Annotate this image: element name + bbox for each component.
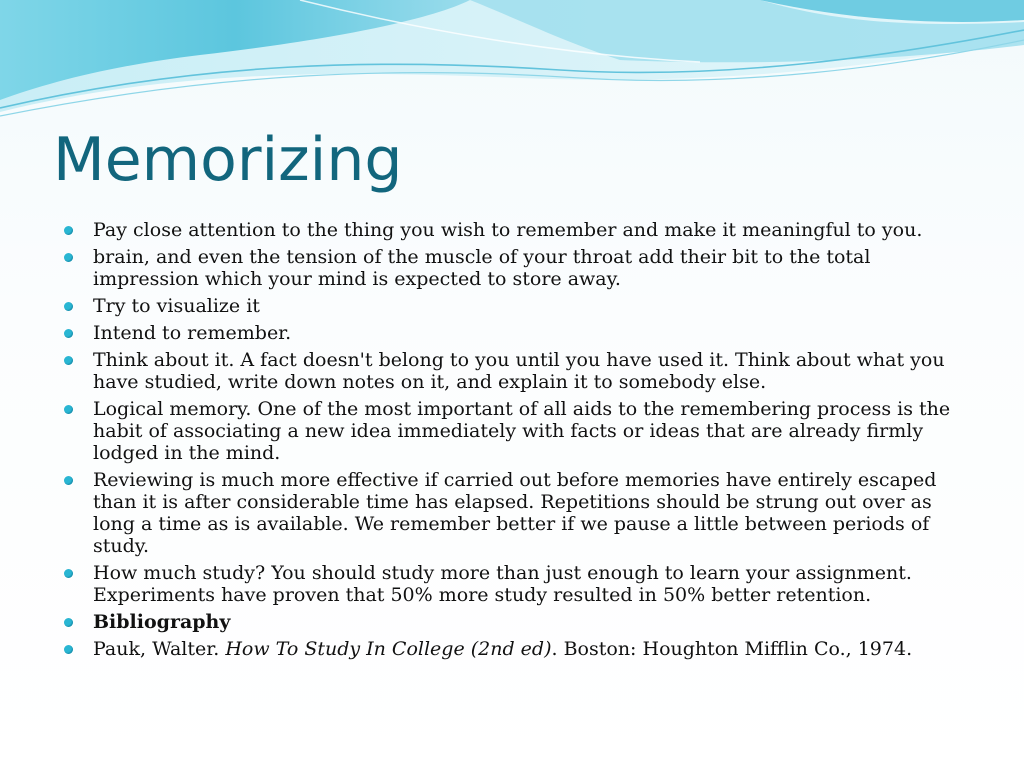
- bullet-dot-icon: [64, 253, 73, 262]
- list-item: [63, 349, 973, 393]
- list-item: [63, 246, 973, 290]
- header-wave-decoration: [0, 0, 1024, 130]
- bullet-dot-icon: [64, 356, 73, 365]
- bullet-text: Logical memory. One of the most important of all aids to the remembering process is the habit of associating a new idea immediately with facts or ideas that are already firmly lodged in the mind.: [93, 398, 951, 464]
- list-item: [63, 611, 973, 633]
- bullet-text: Think about it. A fact doesn't belong to you until you have used it. Think about what you have studied, write down notes on it, and explain it to somebody else.: [93, 349, 945, 393]
- bullet-text: Intend to remember.: [93, 322, 292, 344]
- bullet-dot-icon: [64, 329, 73, 338]
- list-item: [63, 398, 973, 464]
- list-item: [63, 219, 973, 241]
- bullet-text: Pay close attention to the thing you wish to remember and make it meaningful to you.: [93, 219, 923, 241]
- bullet-dot-icon: [64, 645, 73, 654]
- bullet-text: Try to visualize it: [93, 295, 260, 317]
- list-item: [63, 295, 973, 317]
- bullet-text: brain, and even the tension of the muscle of your throat add their bit to the total impression which your mind is expected to store away.: [93, 246, 871, 290]
- bullet-text: How much study? You should study more than just enough to learn your assignment. Experiments have proven that 50% more study resulted in 50% better retention.: [93, 562, 912, 606]
- bullet-list: [63, 219, 973, 665]
- bullet-dot-icon: [64, 405, 73, 414]
- bullet-dot-icon: [64, 618, 73, 627]
- bullet-text: Reviewing is much more effective if carried out before memories have entirely escaped than it is after considerable time has elapsed. Repetitions should be strung out over as long a time as is available. We remember better if we pause a little between periods of study.: [93, 469, 937, 557]
- list-item: [63, 638, 973, 660]
- slide-title: Memorizing: [53, 125, 403, 195]
- citation-author: Pauk, Walter.: [93, 638, 226, 660]
- bullet-dot-icon: [64, 569, 73, 578]
- list-item: [63, 322, 973, 344]
- citation-publisher: . Boston: Houghton Mifflin Co., 1974.: [551, 638, 913, 660]
- list-item: [63, 562, 973, 606]
- bullet-dot-icon: [64, 302, 73, 311]
- bibliography-heading: Bibliography: [93, 611, 231, 633]
- bullet-dot-icon: [64, 226, 73, 235]
- list-item: [63, 469, 973, 557]
- bullet-dot-icon: [64, 476, 73, 485]
- citation-book-title: How To Study In College (2nd ed): [225, 638, 552, 660]
